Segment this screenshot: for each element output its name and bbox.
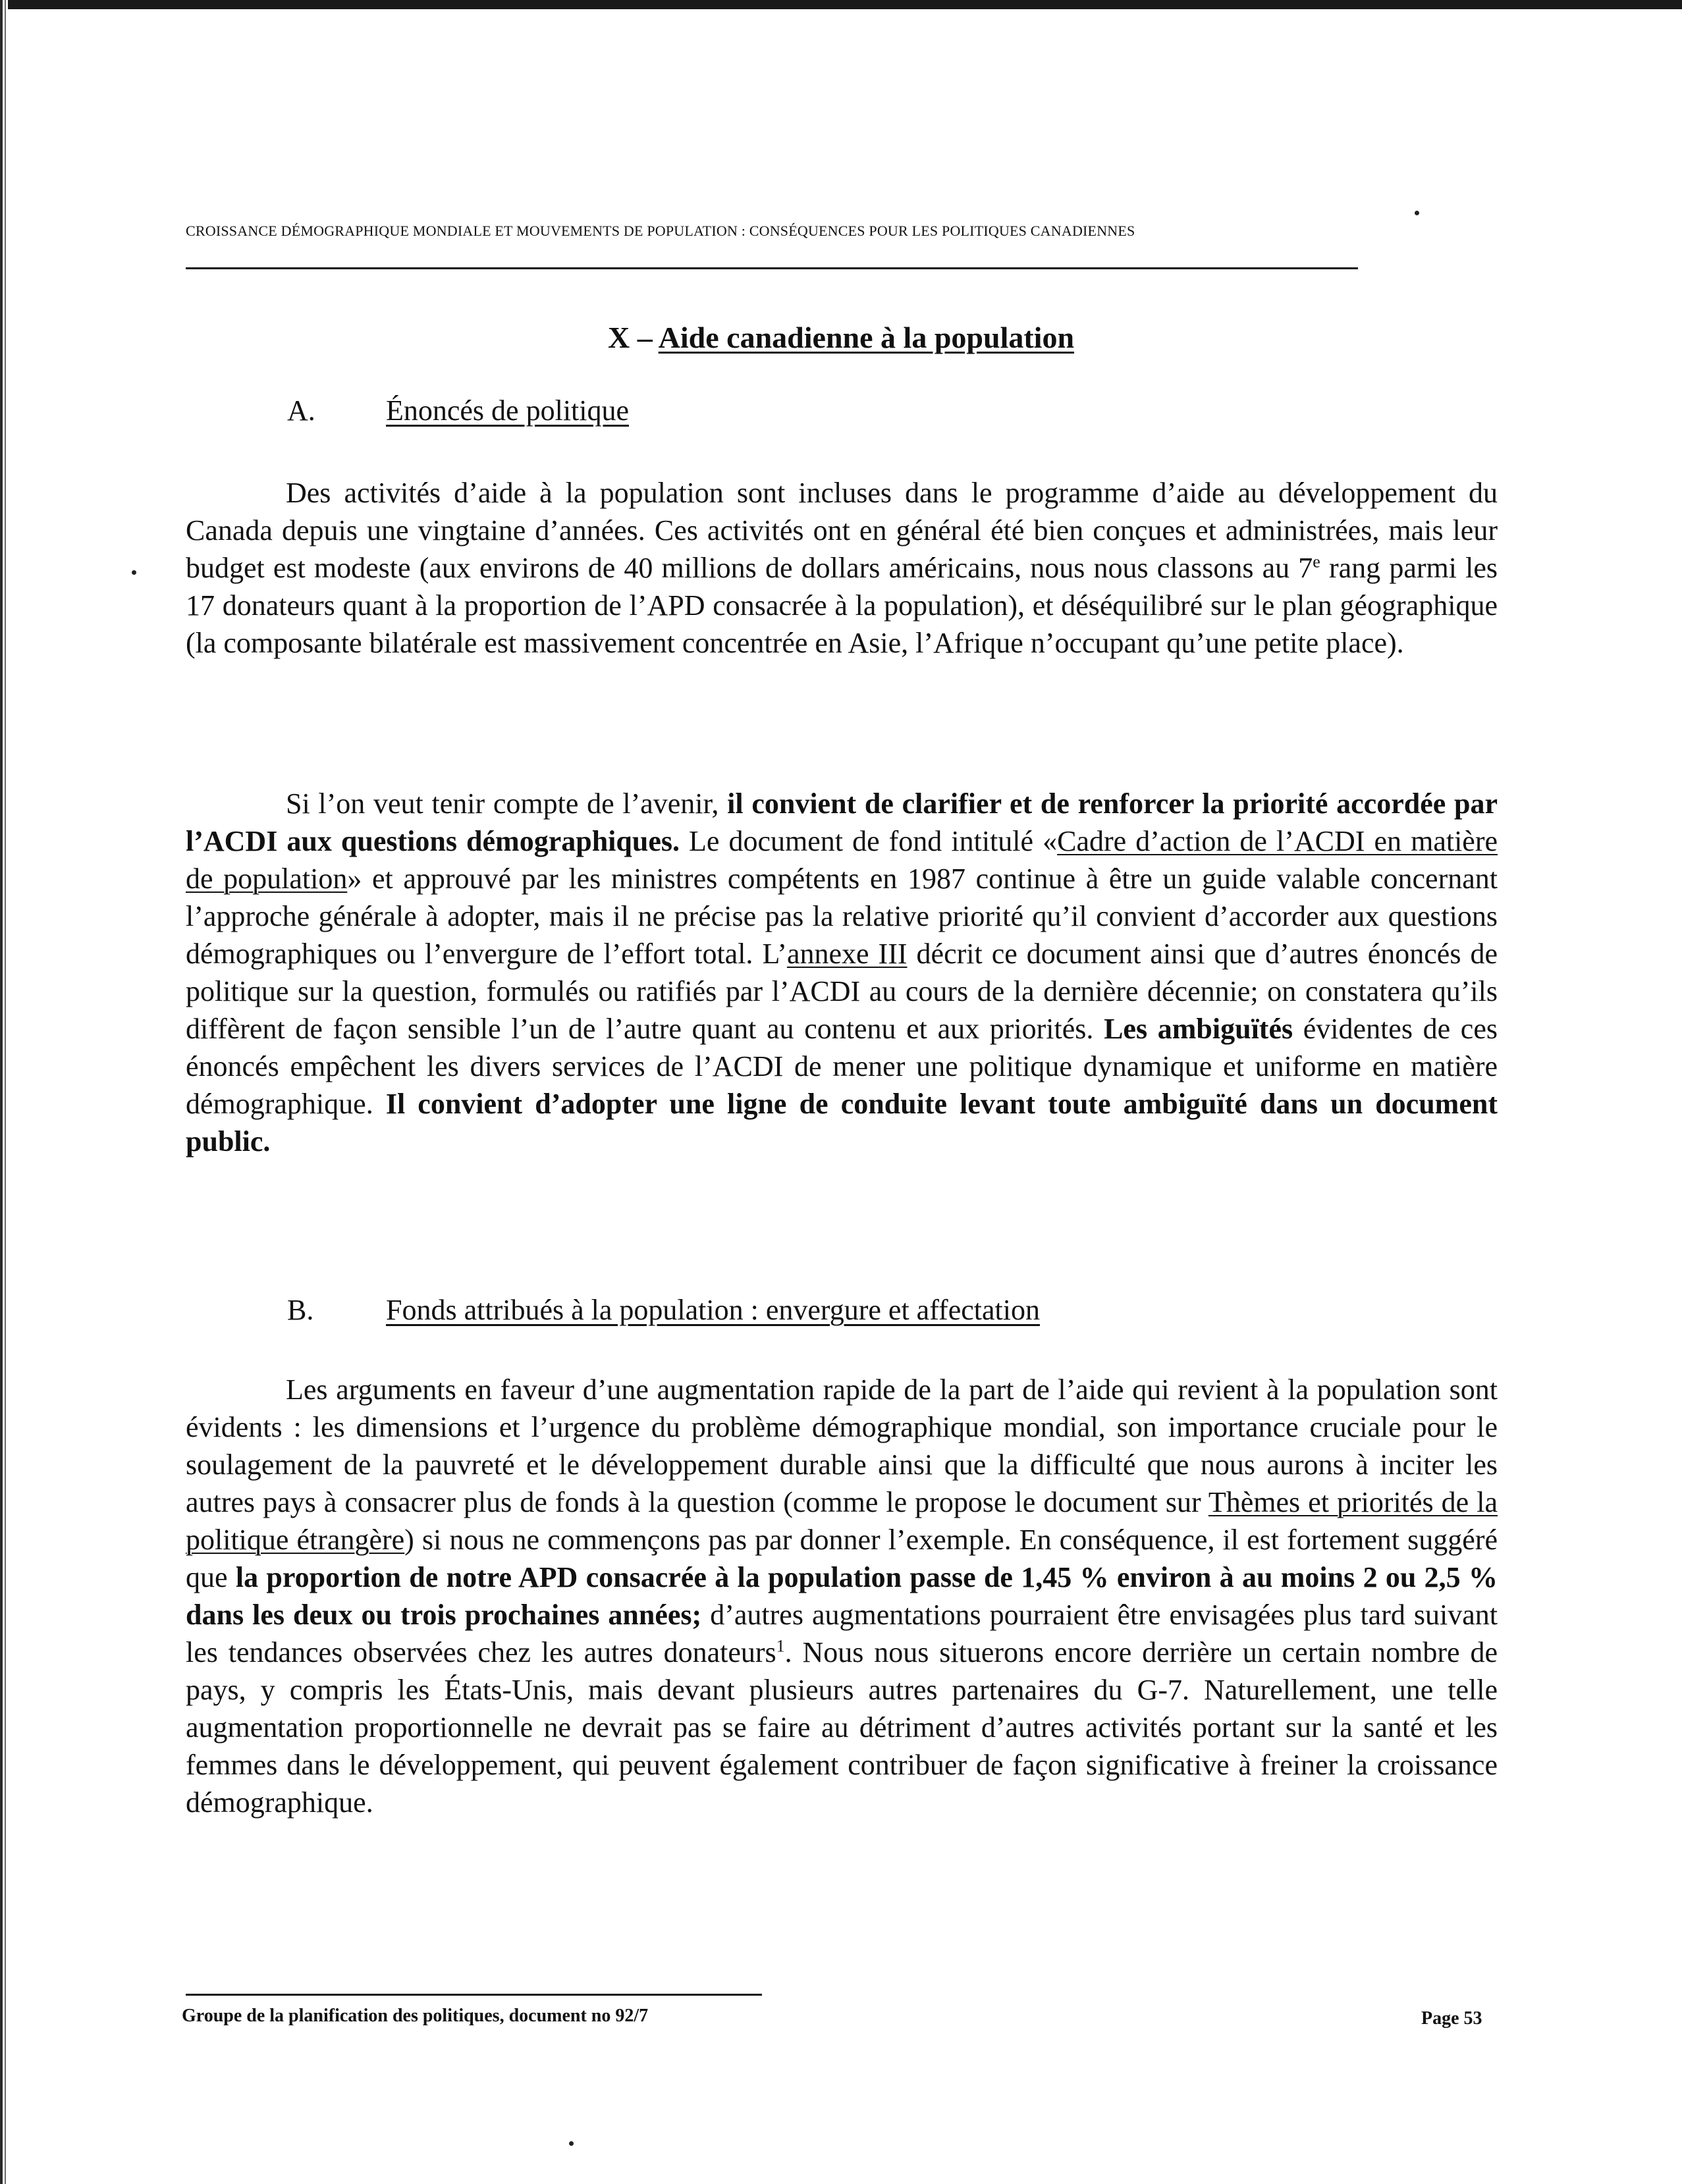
section-title: Aide canadienne à la population <box>658 321 1075 354</box>
paragraph-a1 <box>186 474 1498 662</box>
p2-bold-ambiguities: Les ambiguïtés <box>1104 1013 1293 1045</box>
paragraph-b1 <box>186 1371 1498 1821</box>
pb-text-1: ) si nous ne commençons pas par donner l’exemple. En conséquence, il est fortement suggéré que <box>186 1524 1498 1593</box>
pb-bold-recommendation: la proportion de notre APD consacrée à la population passe de 1,45 % environ à au moins 2 ou 2,5 % dans les deux ou trois prochaines années; <box>186 1561 1498 1631</box>
p2-intro: Si l’on veut tenir compte de l’avenir, <box>286 787 728 820</box>
pb-intro: Les arguments en faveur d’une augmentation rapide de la part de l’aide qui revient à la population sont évidents : les dimensions et l’urgence du problème démographique mondial, son importance cruciale pour le soulagement de la pauvreté et le développement durable ainsi que la difficulté que nous aurons à inciter les autres pays à consacrer plus de fonds à la question (comme le propose le document sur <box>186 1373 1498 1518</box>
paragraph-a1-text: Des activités d’aide à la population sont incluses dans le programme d’aide au développement du Canada depuis une vingtaine d’années. Ces activités ont en général été bien conçues et administrées, mais leur budget est modeste (aux environs de 40 millions de dollars américains, nous nous classons au 7 <box>186 477 1498 584</box>
page-number: Page 53 <box>1421 2008 1482 2029</box>
p2-text-1: Le document de fond intitulé « <box>679 825 1058 857</box>
p2-text-4: évidentes de ces énoncés empêchent les divers services de l’ACDI de mener une politique dynamique et uniforme en matière démographique. <box>186 1013 1498 1120</box>
subsection-a-letter: A. <box>287 394 315 427</box>
footer-source: Groupe de la planification des politiques, document no 92/7 <box>182 2006 649 2026</box>
pb-document-title: Thèmes et priorités de la politique étrangère <box>186 1486 1498 1556</box>
subsection-a-title: Énoncés de politique <box>386 394 630 427</box>
paragraph-a2 <box>186 785 1498 1160</box>
scan-speck <box>569 2141 574 2146</box>
footnote-marker: 1 <box>776 1636 785 1656</box>
paragraph-a1-text-end: rang parmi les 17 donateurs quant à la proportion de l’APD consacrée à la population), et déséquilibré sur le plan géographique (la composante bilatérale est massivement concentrée en Asie, l’Afrique n’occupant qu’une petite place). <box>186 552 1498 659</box>
scan-speck <box>1415 211 1419 215</box>
section-number: X – <box>607 321 653 354</box>
p2-document-title: Cadre d’action de l’ACDI en matière de population <box>186 825 1498 895</box>
section-heading <box>0 320 1682 355</box>
p2-text-3: décrit ce document ainsi que d’autres énoncés de politique sur la question, formulés ou ratifiés par l’ACDI au cours de la dernière décennie; on constatera qu’ils diffèrent de façon sensible l’un de l’autre quant au contenu et aux priorités. <box>186 938 1498 1045</box>
p2-bold-priority: il convient de clarifier et de renforcer la priorité accordée par l’ACDI aux questions démographiques. <box>186 787 1498 857</box>
scan-speck <box>132 570 136 575</box>
header-divider <box>186 267 1358 269</box>
pb-text-2: d’autres augmentations pourraient être envisagées plus tard suivant les tendances observées chez les autres donateurs <box>186 1599 1498 1668</box>
pb-text-end: . Nous nous situerons encore derrière un certain nombre de pays, y compris les États-Unis, mais devant plusieurs autres partenaires du G-7. Naturellement, une telle augmentation proportionnelle ne devrait pas se faire au détriment d’autres activités portant sur la santé et les femmes dans le développement, qui peuvent également contribuer de façon significative à freiner la croissance démographique. <box>186 1636 1498 1819</box>
running-header: CROISSANCE DÉMOGRAPHIQUE MONDIALE ET MOUVEMENTS DE POPULATION : CONSÉQUENCES POUR LES POLITIQUES CANADIENNES <box>186 223 1135 239</box>
p2-text-2: » et approuvé par les ministres compétents en 1987 continue à être un guide valable concernant l’approche générale à adopter, mais il ne précise pas la relative priorité qu’il convient d’accorder aux questions démographiques ou l’envergure de l’effort total. L’ <box>186 863 1498 970</box>
subsection-b-letter: B. <box>287 1294 314 1326</box>
subsection-b-title: Fonds attribués à la population : envergure et affectation <box>386 1294 1040 1326</box>
footer-divider <box>186 1994 762 1996</box>
superscript-e: e <box>1313 552 1320 572</box>
p2-annex-reference: annexe III <box>786 938 908 970</box>
subsection-b-heading <box>287 1293 1040 1327</box>
scan-top-border <box>0 0 1682 9</box>
p2-bold-conclusion: Il convient d’adopter une ligne de conduite levant toute ambiguïté dans un document public. <box>186 1088 1498 1158</box>
subsection-a-heading <box>287 394 629 427</box>
